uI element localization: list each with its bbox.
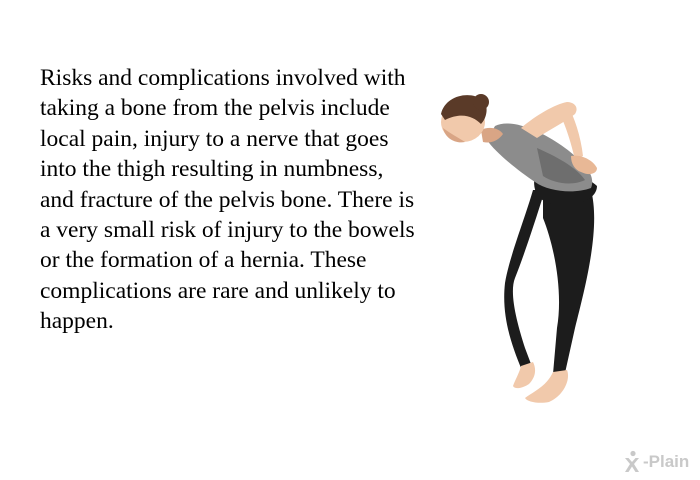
back-leg xyxy=(543,186,594,374)
body-paragraph: Risks and complications involved with taking a bone from the pelvis include local pain, injury to a nerve that goes into the thigh resulting in numbness, and fracture of the pelvis bone. There is a very small risk of injury to the bowels or the formation of a hernia. These complications are rare and unlikely to happen. xyxy=(40,65,415,335)
logo-text: -Plain xyxy=(643,452,690,471)
x-plain-logo xyxy=(622,447,700,477)
front-foot xyxy=(513,362,535,388)
x-plain-logo-icon xyxy=(622,450,642,474)
woman-bending-holding-lower-back-illustration xyxy=(425,78,645,418)
hair-bun xyxy=(473,94,489,110)
front-leg xyxy=(504,190,545,368)
